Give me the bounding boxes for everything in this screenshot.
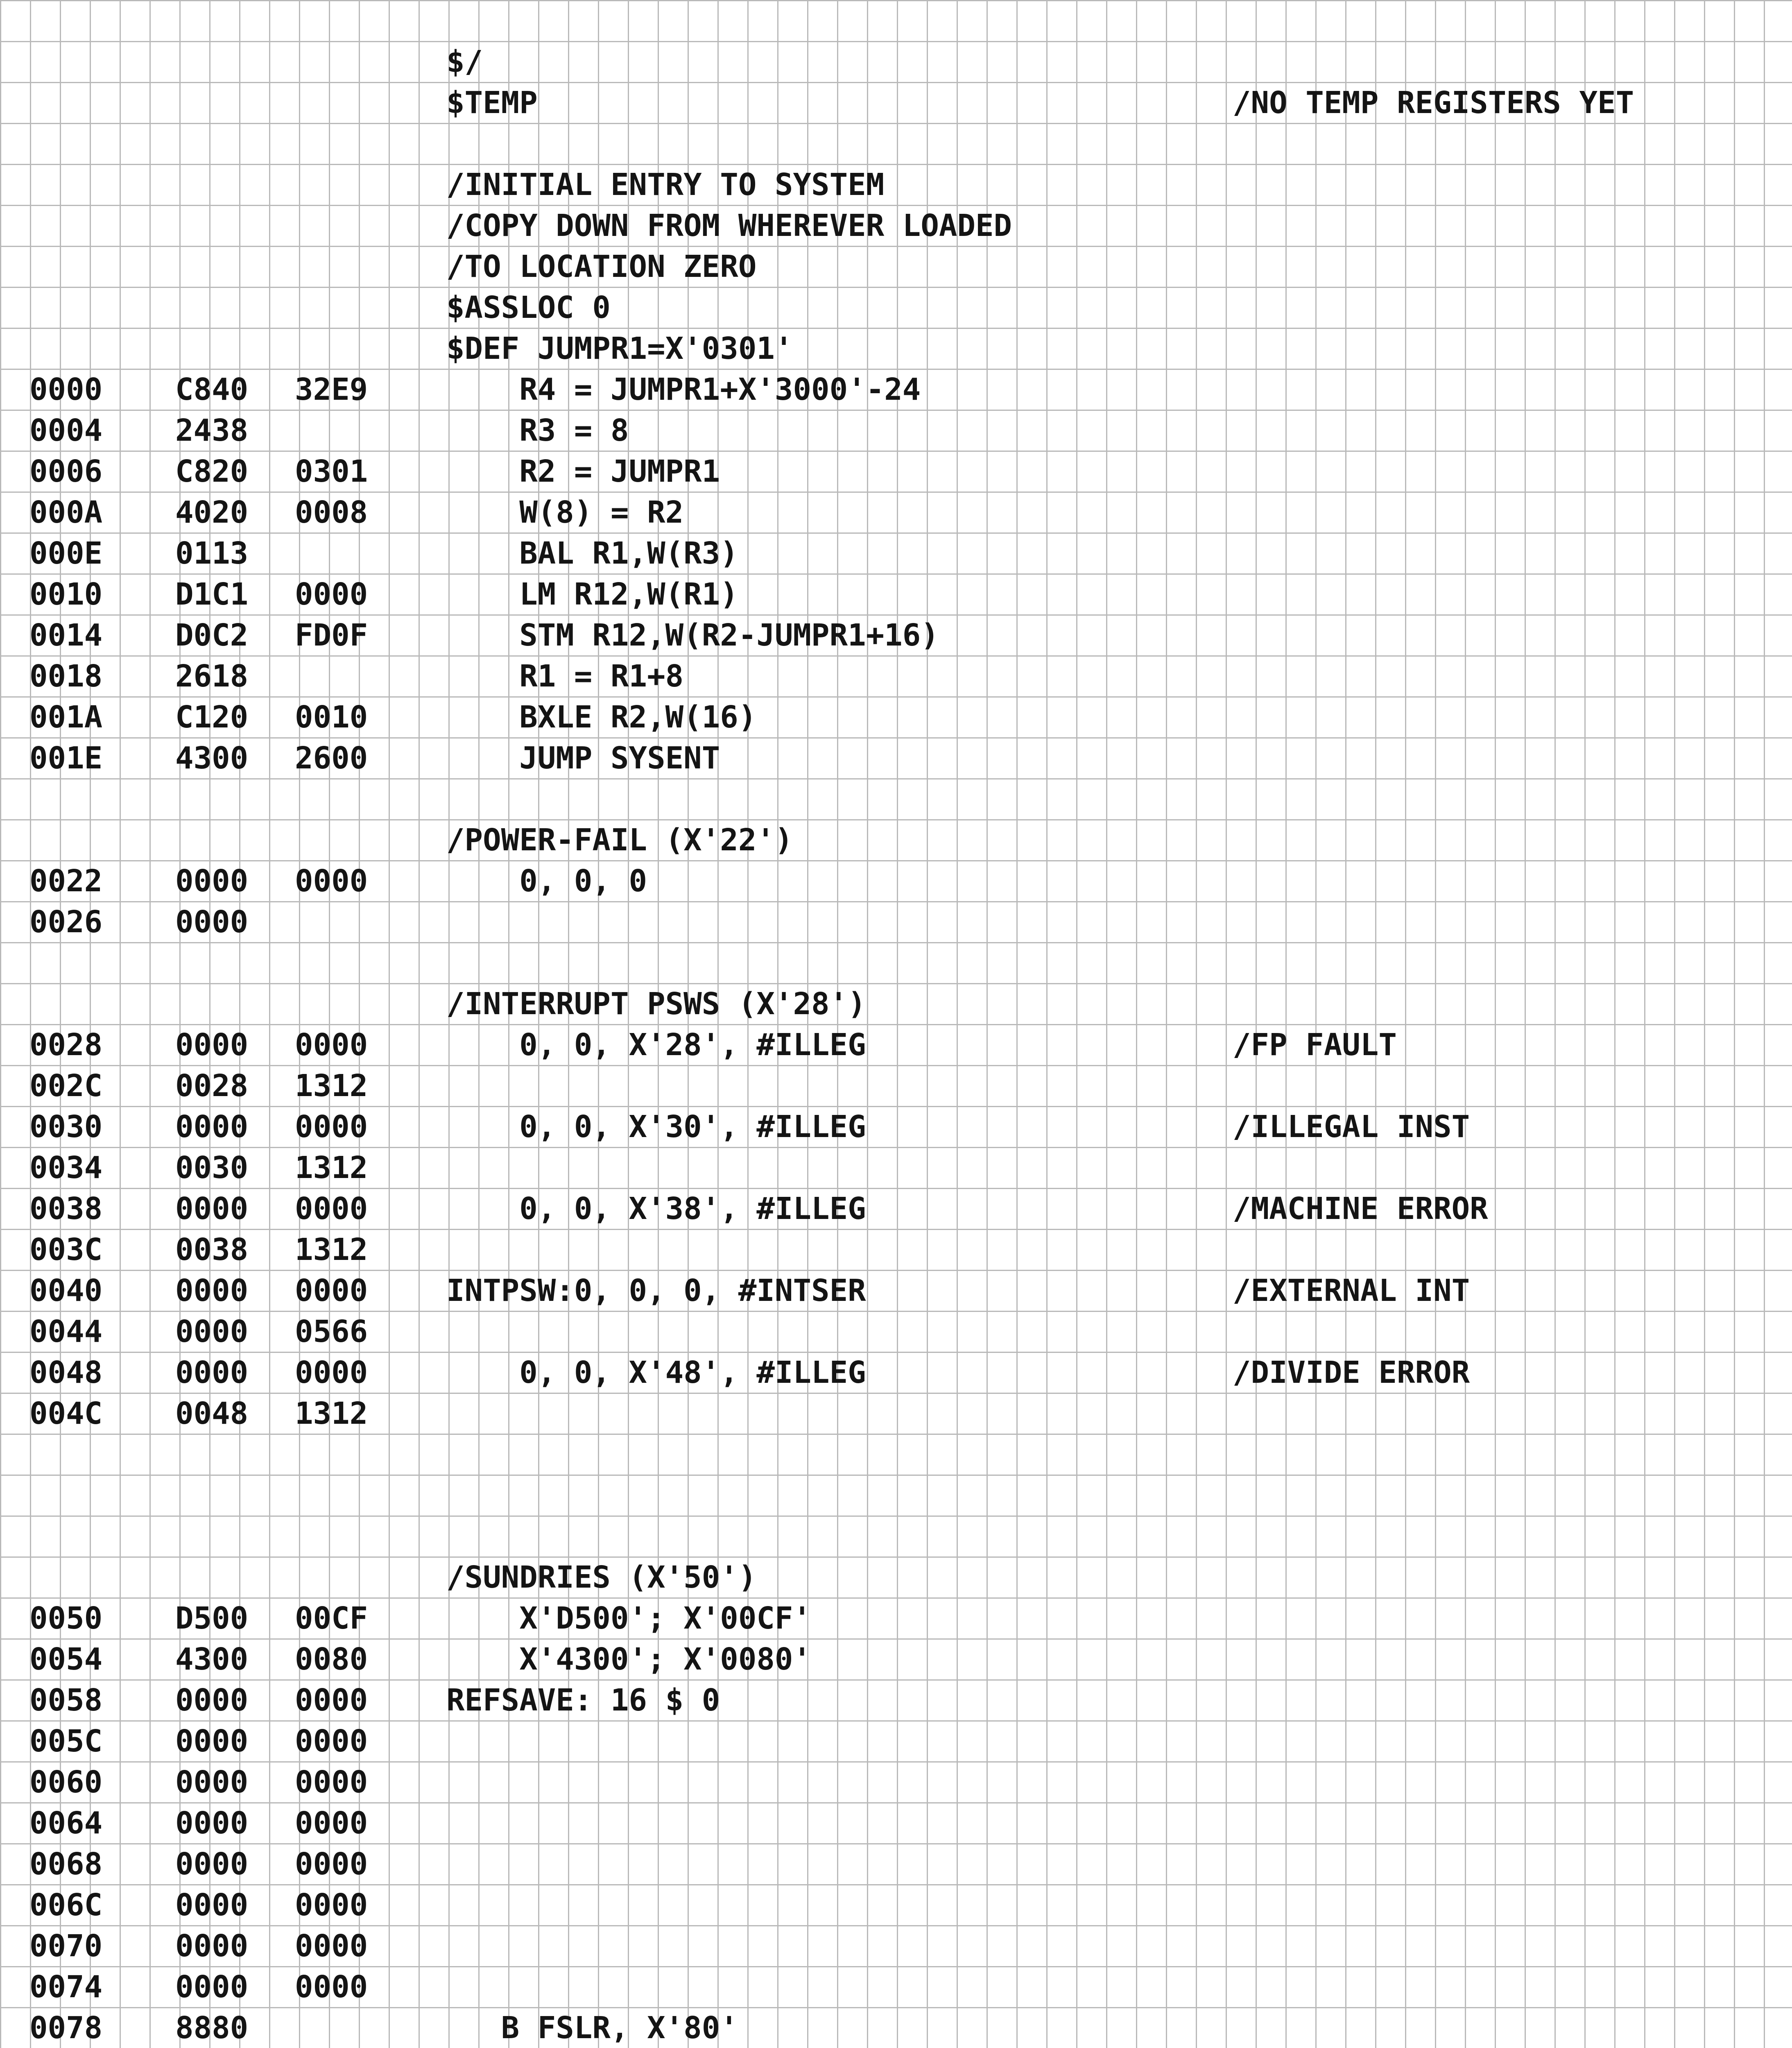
code-word-1-cell: 0000 xyxy=(175,1806,249,1841)
listing-row xyxy=(0,1393,1792,1434)
source-cell: 0, 0, X'28', #ILLEG xyxy=(446,1027,866,1063)
address-cell: 0022 xyxy=(29,863,103,899)
address-cell: 0044 xyxy=(29,1314,103,1349)
listing-row xyxy=(0,1638,1792,1679)
source-cell: R2 = JUMPR1 xyxy=(446,454,720,489)
code-word-2-cell: 0010 xyxy=(295,700,368,735)
code-word-2-cell: 0000 xyxy=(295,1765,368,1800)
listing-row xyxy=(0,696,1792,737)
source-cell: /INTERRUPT PSWS (X'28') xyxy=(446,986,866,1022)
code-word-1-cell: 0030 xyxy=(175,1150,249,1185)
listing-row xyxy=(0,737,1792,778)
address-cell: 0078 xyxy=(29,2010,103,2046)
address-cell: 005C xyxy=(29,1724,103,1759)
listing-row xyxy=(0,1761,1792,1802)
code-word-2-cell: 1312 xyxy=(295,1232,368,1267)
code-word-1-cell: 0000 xyxy=(175,1846,249,1882)
address-cell: 0054 xyxy=(29,1642,103,1677)
address-cell: 0034 xyxy=(29,1150,103,1185)
code-word-2-cell: 0000 xyxy=(295,1887,368,1923)
code-word-1-cell: D0C2 xyxy=(175,618,249,653)
source-cell: X'D500'; X'00CF' xyxy=(446,1601,812,1636)
source-cell: 0, 0, X'48', #ILLEG xyxy=(446,1355,866,1390)
code-word-2-cell: 1312 xyxy=(295,1150,368,1185)
source-cell: LM R12,W(R1) xyxy=(446,577,738,612)
code-word-1-cell: 0113 xyxy=(175,536,249,571)
source-cell: $ASSLOC 0 xyxy=(446,290,611,325)
address-cell: 0048 xyxy=(29,1355,103,1390)
code-word-2-cell: 0301 xyxy=(295,454,368,489)
code-word-1-cell: 0000 xyxy=(175,1765,249,1800)
listing-row xyxy=(0,1597,1792,1638)
code-word-2-cell: 1312 xyxy=(295,1396,368,1431)
code-word-1-cell: 0000 xyxy=(175,863,249,899)
address-cell: 000E xyxy=(29,536,103,571)
listing-row xyxy=(0,1556,1792,1597)
listing-row xyxy=(0,1270,1792,1311)
address-cell: 0026 xyxy=(29,904,103,940)
comment-cell: /MACHINE ERROR xyxy=(1233,1191,1488,1226)
listing-row xyxy=(0,983,1792,1024)
address-cell: 0010 xyxy=(29,577,103,612)
listing-row xyxy=(0,328,1792,369)
address-cell: 0014 xyxy=(29,618,103,653)
code-word-2-cell: 0566 xyxy=(295,1314,368,1349)
source-cell: R3 = 8 xyxy=(446,413,629,448)
source-cell: BAL R1,W(R3) xyxy=(446,536,738,571)
code-word-2-cell: 2600 xyxy=(295,741,368,776)
source-cell: W(8) = R2 xyxy=(446,495,684,530)
address-cell: 0040 xyxy=(29,1273,103,1308)
address-cell: 002C xyxy=(29,1068,103,1103)
code-word-1-cell: 0000 xyxy=(175,1969,249,2005)
code-word-1-cell: 0000 xyxy=(175,904,249,940)
code-word-1-cell: 0000 xyxy=(175,1724,249,1759)
listing-row xyxy=(0,492,1792,532)
source-cell: $DEF JUMPR1=X'0301' xyxy=(446,331,793,366)
source-cell: /INITIAL ENTRY TO SYSTEM xyxy=(446,167,885,202)
address-cell: 0006 xyxy=(29,454,103,489)
code-word-1-cell: 0000 xyxy=(175,1109,249,1144)
code-word-1-cell: C820 xyxy=(175,454,249,489)
source-cell: $TEMP xyxy=(446,85,538,120)
listing-row xyxy=(0,860,1792,901)
code-word-2-cell: 0080 xyxy=(295,1642,368,1677)
code-word-2-cell: 0000 xyxy=(295,577,368,612)
listing-row xyxy=(0,1311,1792,1352)
source-cell: JUMP SYSENT xyxy=(446,741,720,776)
code-word-1-cell: 0000 xyxy=(175,1355,249,1390)
source-cell: /POWER-FAIL (X'22') xyxy=(446,822,793,858)
listing-row xyxy=(0,1352,1792,1393)
source-cell: B FSLR, X'80' xyxy=(446,2010,738,2046)
listing-row xyxy=(0,451,1792,492)
source-cell: R1 = R1+8 xyxy=(446,659,684,694)
address-cell: 0068 xyxy=(29,1846,103,1882)
address-cell: 0018 xyxy=(29,659,103,694)
address-cell: 004C xyxy=(29,1396,103,1431)
address-cell: 0050 xyxy=(29,1601,103,1636)
address-cell: 000A xyxy=(29,495,103,530)
code-word-2-cell: 1312 xyxy=(295,1068,368,1103)
code-word-2-cell: 00CF xyxy=(295,1601,368,1636)
source-cell: $/ xyxy=(446,44,483,79)
listing-row xyxy=(0,1065,1792,1106)
code-word-2-cell: 0008 xyxy=(295,495,368,530)
code-word-1-cell: 0038 xyxy=(175,1232,249,1267)
code-word-1-cell: 8880 xyxy=(175,2010,249,2046)
code-word-2-cell: 0000 xyxy=(295,1273,368,1308)
listing-row xyxy=(0,205,1792,246)
listing-row xyxy=(0,1720,1792,1761)
source-cell: 0, 0, X'38', #ILLEG xyxy=(446,1191,866,1226)
listing-row xyxy=(0,614,1792,655)
code-word-2-cell: 0000 xyxy=(295,1109,368,1144)
listing-row xyxy=(0,573,1792,614)
listing-row xyxy=(0,819,1792,860)
code-word-2-cell: 0000 xyxy=(295,1928,368,1964)
listing-row xyxy=(0,369,1792,410)
code-word-1-cell: D500 xyxy=(175,1601,249,1636)
listing-row xyxy=(0,655,1792,696)
code-word-2-cell: 0000 xyxy=(295,1724,368,1759)
comment-cell: /EXTERNAL INT xyxy=(1233,1273,1470,1308)
listing-row xyxy=(0,1925,1792,1966)
code-word-1-cell: 4300 xyxy=(175,1642,249,1677)
code-word-2-cell: FD0F xyxy=(295,618,368,653)
code-word-1-cell: 2618 xyxy=(175,659,249,694)
source-cell: 0, 0, 0 xyxy=(446,863,647,899)
code-word-2-cell: 0000 xyxy=(295,1191,368,1226)
code-word-1-cell: 4020 xyxy=(175,495,249,530)
source-cell: 0, 0, X'30', #ILLEG xyxy=(446,1109,866,1144)
code-word-1-cell: 0000 xyxy=(175,1928,249,1964)
listing-row xyxy=(0,2007,1792,2048)
code-word-2-cell: 32E9 xyxy=(295,372,368,407)
listing-row xyxy=(0,287,1792,328)
address-cell: 001A xyxy=(29,700,103,735)
address-cell: 0004 xyxy=(29,413,103,448)
code-word-2-cell: 0000 xyxy=(295,1806,368,1841)
address-cell: 001E xyxy=(29,741,103,776)
code-word-2-cell: 0000 xyxy=(295,863,368,899)
listing-row xyxy=(0,82,1792,123)
address-cell: 0028 xyxy=(29,1027,103,1063)
code-word-1-cell: 0000 xyxy=(175,1683,249,1718)
listing-row xyxy=(0,1802,1792,1843)
listing-row xyxy=(0,1229,1792,1270)
listing-row xyxy=(0,410,1792,451)
code-word-1-cell: 0000 xyxy=(175,1273,249,1308)
source-cell: /TO LOCATION ZERO xyxy=(446,249,757,284)
listing-row xyxy=(0,1843,1792,1884)
address-cell: 0000 xyxy=(29,372,103,407)
source-cell: R4 = JUMPR1+X'3000'-24 xyxy=(446,372,921,407)
code-word-1-cell: C120 xyxy=(175,700,249,735)
source-cell: INTPSW:0, 0, 0, #INTSER xyxy=(446,1273,866,1308)
code-word-1-cell: 0048 xyxy=(175,1396,249,1431)
code-word-1-cell: 0000 xyxy=(175,1191,249,1226)
address-cell: 003C xyxy=(29,1232,103,1267)
listing-row xyxy=(0,1024,1792,1065)
code-word-2-cell: 0000 xyxy=(295,1846,368,1882)
listing-row xyxy=(0,1966,1792,2007)
listing-row xyxy=(0,532,1792,573)
address-cell: 0070 xyxy=(29,1928,103,1964)
code-word-1-cell: C840 xyxy=(175,372,249,407)
code-word-1-cell: 0000 xyxy=(175,1314,249,1349)
listing-row xyxy=(0,1106,1792,1147)
listing-row xyxy=(0,41,1792,82)
address-cell: 0060 xyxy=(29,1765,103,1800)
comment-cell: /ILLEGAL INST xyxy=(1233,1109,1470,1144)
code-word-1-cell: 0028 xyxy=(175,1068,249,1103)
listing-row xyxy=(0,164,1792,205)
code-word-1-cell: 0000 xyxy=(175,1887,249,1923)
comment-cell: /DIVIDE ERROR xyxy=(1233,1355,1470,1390)
comment-cell: /FP FAULT xyxy=(1233,1027,1397,1063)
code-word-2-cell: 0000 xyxy=(295,1969,368,2005)
code-word-2-cell: 0000 xyxy=(295,1355,368,1390)
code-word-1-cell: D1C1 xyxy=(175,577,249,612)
listing-row xyxy=(0,1147,1792,1188)
code-word-2-cell: 0000 xyxy=(295,1027,368,1063)
comment-cell: /NO TEMP REGISTERS YET xyxy=(1233,85,1634,120)
code-word-2-cell: 0000 xyxy=(295,1683,368,1718)
listing-row xyxy=(0,1188,1792,1229)
code-word-1-cell: 0000 xyxy=(175,1027,249,1063)
address-cell: 0058 xyxy=(29,1683,103,1718)
listing-row xyxy=(0,246,1792,287)
source-cell: /COPY DOWN FROM WHEREVER LOADED xyxy=(446,208,1012,243)
address-cell: 0074 xyxy=(29,1969,103,2005)
listing-row xyxy=(0,1884,1792,1925)
address-cell: 006C xyxy=(29,1887,103,1923)
source-cell: STM R12,W(R2-JUMPR1+16) xyxy=(446,618,939,653)
source-cell: REFSAVE: 16 $ 0 xyxy=(446,1683,720,1718)
source-cell: /SUNDRIES (X'50') xyxy=(446,1560,757,1595)
code-word-1-cell: 4300 xyxy=(175,741,249,776)
address-cell: 0030 xyxy=(29,1109,103,1144)
code-word-1-cell: 2438 xyxy=(175,413,249,448)
source-cell: BXLE R2,W(16) xyxy=(446,700,757,735)
address-cell: 0038 xyxy=(29,1191,103,1226)
listing-row xyxy=(0,1679,1792,1720)
source-cell: X'4300'; X'0080' xyxy=(446,1642,812,1677)
listing-row xyxy=(0,901,1792,942)
address-cell: 0064 xyxy=(29,1806,103,1841)
